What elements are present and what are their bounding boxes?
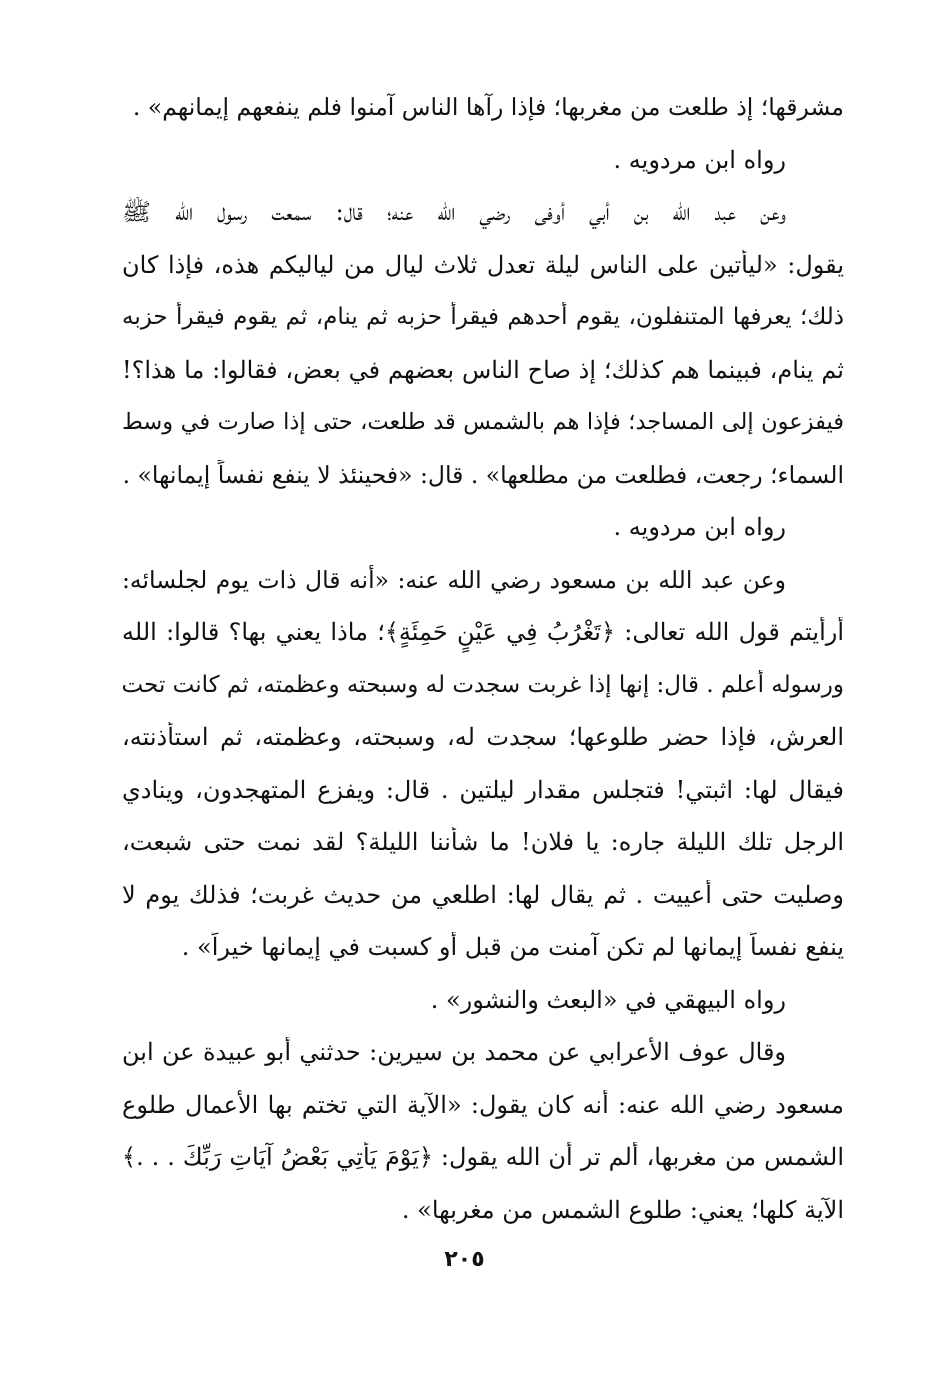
text-line: وصليت حتى أعييت . ثم يقال لها: اطلعي من حديث غربت؛ فذلك يوم لا bbox=[122, 880, 844, 909]
text-line: الآية كلها؛ يعني: طلوع الشمس من مغربها» . bbox=[401, 1195, 844, 1224]
text-line: وعن عبد الله بن مسعود رضي الله عنه: «أنه قال ذات يوم لجلسائه: bbox=[122, 565, 786, 594]
page-body bbox=[122, 92, 844, 1247]
text-line: مسعود رضي الله عنه: أنه كان يقول: «الآية التي تختم بها الأعمال طلوع bbox=[122, 1090, 844, 1119]
text-line: ينفع نفساً إيمانها لم تكن آمنت من قبل أو كسبت في إيمانها خيراً» . bbox=[181, 933, 844, 961]
citation-line: رواه ابن مردويه . bbox=[613, 145, 786, 174]
text-line: السماء؛ رجعت، فطلعت من مطلعها» . قال: «فحينئذ لا ينفع نفساً إيمانها» . bbox=[122, 460, 844, 489]
text-line: يقول: «ليأتين على الناس ليلة تعدل ثلاث ليال من لياليكم هذه، فإذا كان bbox=[122, 250, 844, 279]
text-line: وعن عبد الله بن أبي أوفى رضي الله عنه؛ قال: سمعت رسول الله ﷺ bbox=[122, 198, 786, 226]
text-line: الرجل تلك الليلة جاره: يا فلان! ما شأننا الليلة؟ لقد نمت حتى شبعت، bbox=[122, 828, 844, 856]
page-number: ٢٠٥ bbox=[444, 1247, 485, 1272]
text-line: ذلك؛ يعرفها المتنفلون، يقوم أحدهم فيقرأ حزبه ثم ينام، ثم يقوم فيقرأ حزبه bbox=[122, 304, 844, 330]
citation-line: رواه البيهقي في «البعث والنشور» . bbox=[430, 985, 786, 1014]
text-line: ثم ينام، فبينما هم كذلك؛ إذ صاح الناس بعضهم في بعض، فقالوا: ما هذا؟! bbox=[122, 355, 844, 384]
text-line: ورسوله أعلم . قال: إنها إذا غربت سجدت له وسبحته وعظمته، ثم كانت تحت bbox=[122, 671, 844, 698]
text-line: مشرقها؛ إذ طلعت من مغربها؛ فإذا رآها الناس آمنوا فلم ينفعهم إيمانهم» . bbox=[132, 93, 844, 121]
text-line: العرش، فإذا حضر طلوعها؛ سجدت له، وسبحته، وعظمته، ثم استأذنته، bbox=[122, 723, 844, 751]
text-line: فيفزعون إلى المساجد؛ فإذا هم بالشمس قد طلعت، حتى إذا صارت في وسط bbox=[122, 409, 844, 435]
text-line: الشمس من مغربها، ألم تر أن الله يقول: ﴿يَوْمَ يَأْتِي بَعْضُ آيَاتِ رَبِّكَ . . .﴾ bbox=[122, 1143, 844, 1171]
text-line: فيقال لها: اثبتي! فتجلس مقدار ليلتين . قال: ويفزع المتهجدون، وينادي bbox=[122, 775, 844, 804]
text-line: وقال عوف الأعرابي عن محمد بن سيرين: حدثني أبو عبيدة عن ابن bbox=[122, 1038, 787, 1066]
text-line: أرأيتم قول الله تعالى: ﴿تَغْرُبُ فِي عَيْنٍ حَمِئَةٍ﴾؛ ماذا يعني بها؟ قالوا: الله bbox=[122, 618, 844, 646]
citation-line: رواه ابن مردويه . bbox=[613, 513, 786, 541]
